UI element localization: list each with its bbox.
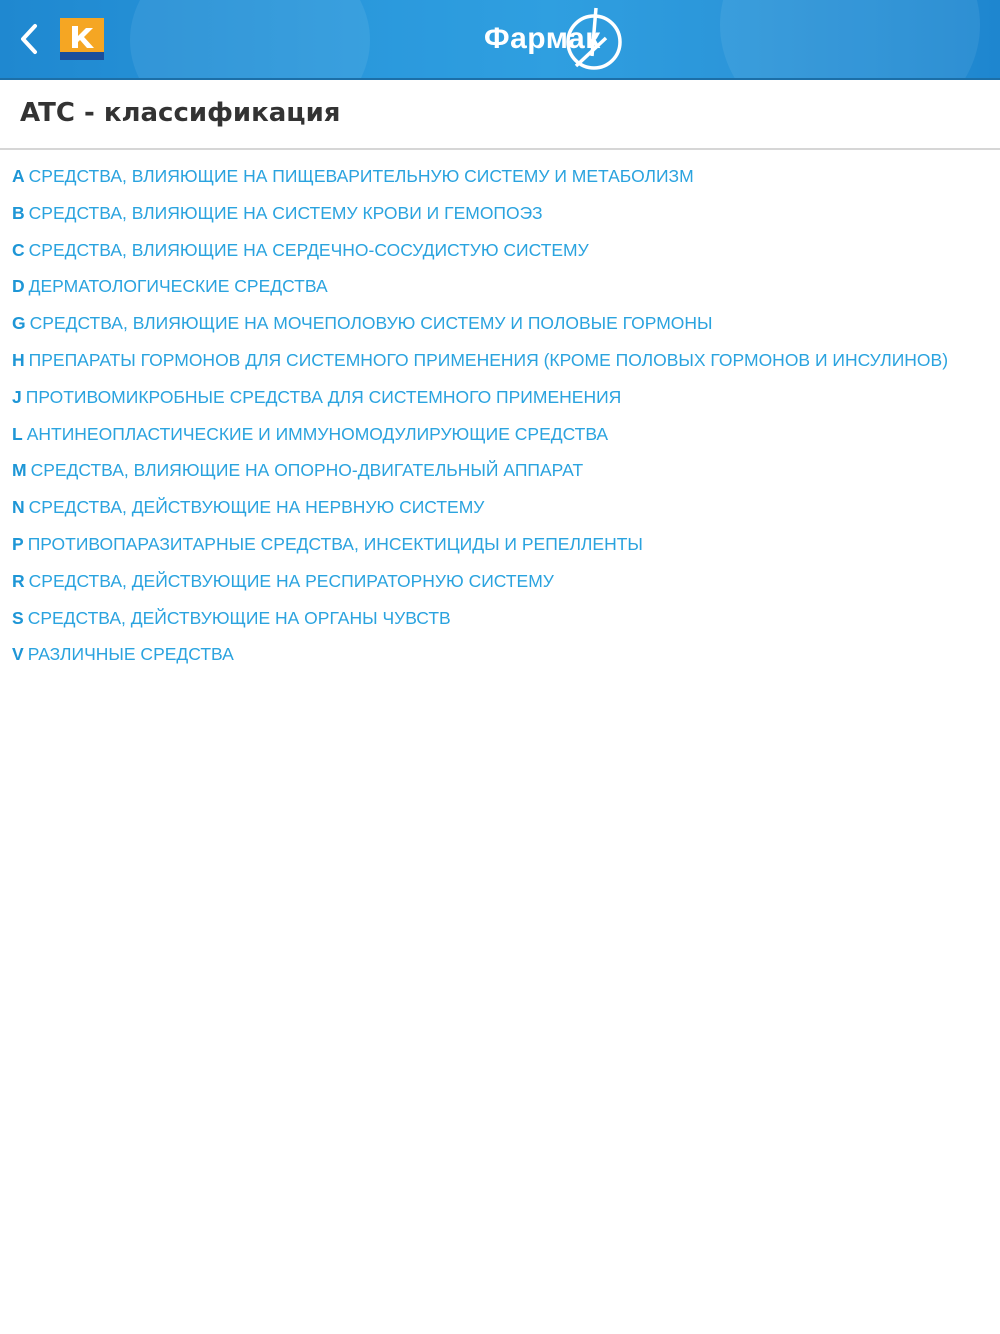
atc-code: L <box>12 423 23 444</box>
atc-code: N <box>12 497 25 518</box>
atc-code: J <box>12 386 22 407</box>
atc-group-item[interactable] <box>12 526 992 563</box>
atc-group-item[interactable] <box>12 416 992 453</box>
atc-code: C <box>12 239 25 260</box>
back-button[interactable] <box>8 14 50 64</box>
atc-label: ПРОТИВОМИКРОБНЫЕ СРЕДСТВА ДЛЯ СИСТЕМНОГО ПРИМЕНЕНИЯ <box>25 386 622 407</box>
app-logo[interactable] <box>60 18 104 60</box>
atc-label: РАЗЛИЧНЫЕ СРЕДСТВА <box>27 644 234 665</box>
atc-group-item[interactable] <box>12 489 992 526</box>
title-bar <box>0 80 1000 150</box>
atc-label: АНТИНЕОПЛАСТИЧЕСКИЕ И ИММУНОМОДУЛИРУЮЩИЕ СРЕДСТВА <box>26 423 609 444</box>
atc-label: ПРЕПАРАТЫ ГОРМОНОВ ДЛЯ СИСТЕМНОГО ПРИМЕНЕНИЯ (КРОМЕ ПОЛОВЫХ ГОРМОНОВ И ИНСУЛИНОВ) <box>28 349 949 370</box>
app-header <box>0 0 1000 80</box>
atc-label: СРЕДСТВА, ВЛИЯЮЩИЕ НА СИСТЕМУ КРОВИ И ГЕМОПОЭЗ <box>28 202 543 223</box>
atc-label: СРЕДСТВА, ВЛИЯЮЩИЕ НА МОЧЕПОЛОВУЮ СИСТЕМУ И ПОЛОВЫЕ ГОРМОНЫ <box>29 313 713 334</box>
atc-code: P <box>12 533 24 554</box>
brand-name: Фармак <box>484 22 601 55</box>
chevron-left-icon <box>18 22 40 56</box>
atc-group-item[interactable] <box>12 305 992 342</box>
atc-code: V <box>12 644 24 665</box>
atc-label: СРЕДСТВА, ВЛИЯЮЩИЕ НА СЕРДЕЧНО-СОСУДИСТУЮ СИСТЕМУ <box>28 239 589 260</box>
atc-label: СРЕДСТВА, ДЕЙСТВУЮЩИЕ НА РЕСПИРАТОРНУЮ СИСТЕМУ <box>28 570 554 591</box>
atc-group-item[interactable] <box>12 158 992 195</box>
atc-group-item[interactable] <box>12 636 992 673</box>
atc-code: B <box>12 202 25 223</box>
atc-group-list <box>12 158 992 673</box>
page-title: ATC - классификация <box>20 98 341 128</box>
atc-code: M <box>12 460 27 481</box>
atc-group-item[interactable] <box>12 342 992 379</box>
atc-group-item[interactable] <box>12 379 992 416</box>
atc-group-item[interactable] <box>12 600 992 637</box>
atc-label: СРЕДСТВА, ДЕЙСТВУЮЩИЕ НА НЕРВНУЮ СИСТЕМУ <box>28 497 485 518</box>
atc-group-item[interactable] <box>12 268 992 305</box>
atc-label: СРЕДСТВА, ВЛИЯЮЩИЕ НА ПИЩЕВАРИТЕЛЬНУЮ СИСТЕМУ И МЕТАБОЛИЗМ <box>28 166 694 186</box>
atc-code: R <box>12 570 25 591</box>
atc-code: G <box>12 313 26 334</box>
atc-label: ПРОТИВОПАРАЗИТАРНЫЕ СРЕДСТВА, ИНСЕКТИЦИДЫ И РЕПЕЛЛЕНТЫ <box>27 533 643 554</box>
k-logo-icon <box>60 18 104 60</box>
atc-code: A <box>12 166 25 186</box>
atc-group-item[interactable] <box>12 232 992 269</box>
header-decoration <box>720 0 980 80</box>
header-decoration <box>130 0 370 80</box>
atc-code: H <box>12 349 25 370</box>
atc-code: S <box>12 607 24 628</box>
atc-label: ДЕРМАТОЛОГИЧЕСКИЕ СРЕДСТВА <box>28 276 328 297</box>
atc-label: СРЕДСТВА, ВЛИЯЮЩИЕ НА ОПОРНО-ДВИГАТЕЛЬНЫЙ АППАРАТ <box>30 460 584 481</box>
atc-group-item[interactable] <box>12 452 992 489</box>
brand-logo <box>484 4 601 74</box>
atc-code: D <box>12 276 25 297</box>
atc-group-item[interactable] <box>12 563 992 600</box>
atc-label: СРЕДСТВА, ДЕЙСТВУЮЩИЕ НА ОРГАНЫ ЧУВСТВ <box>27 607 451 628</box>
atc-group-item[interactable] <box>12 195 992 232</box>
